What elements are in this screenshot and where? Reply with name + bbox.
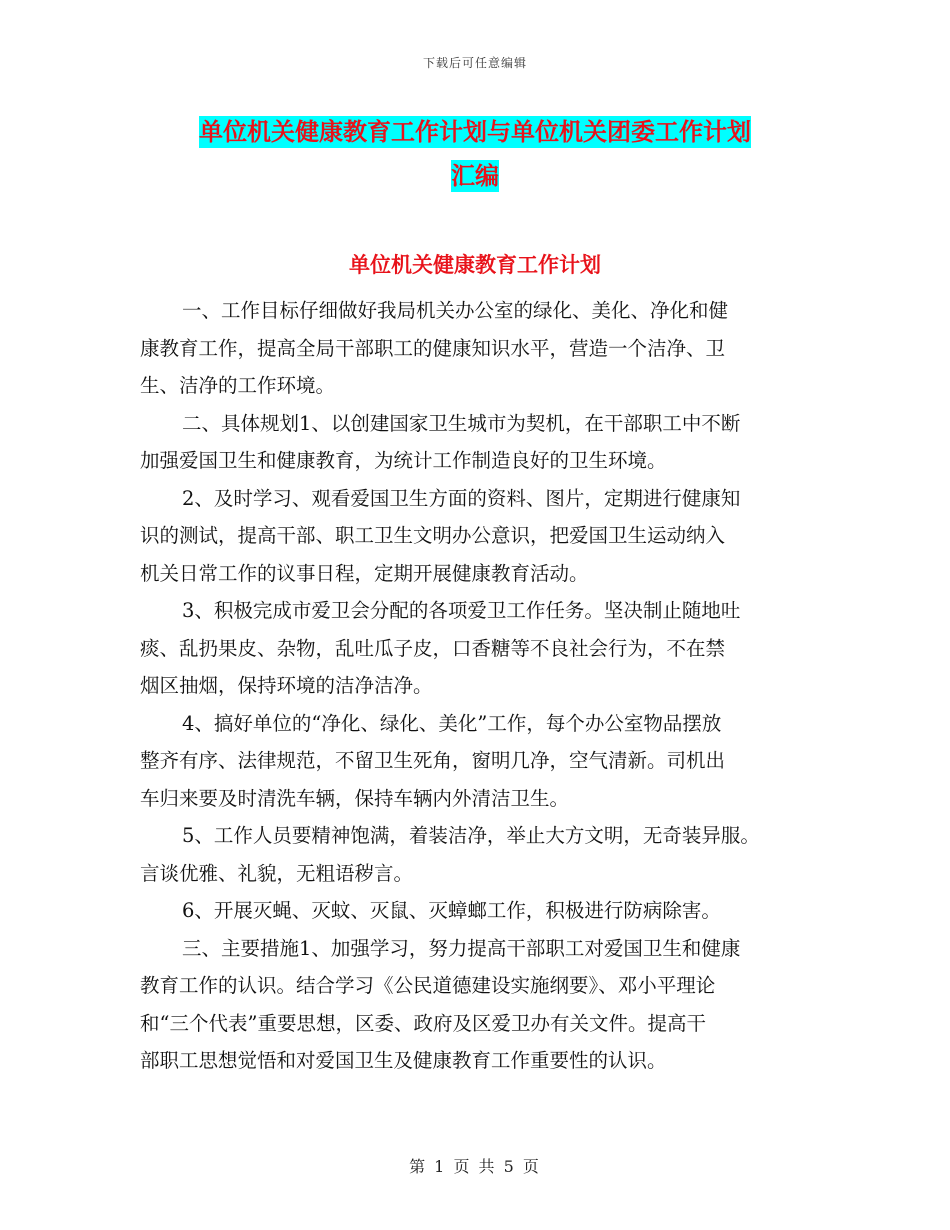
body-line: 6、开展灭蝇、灭蚊、灭鼠、灭蟑螂工作，积极进行防病除害。 (182, 899, 721, 922)
body-line: 教育工作的认识。结合学习《公民道德建设实施纲要》、邓小平理论 (140, 974, 716, 997)
body-line: 2、及时学习、观看爱国卫生方面的资料、图片，定期进行健康知 (182, 486, 741, 510)
body-line: 机关日常工作的议事日程，定期开展健康教育活动。 (140, 561, 589, 585)
body-line: 一、工作目标仔细做好我局机关办公室的绿化、美化、净化和健 (182, 299, 729, 322)
body-line: 康教育工作，提高全局干部职工的健康知识水平，营造一个洁净、卫 (140, 336, 726, 360)
body-line: 烟区抽烟，保持环境的洁净洁净。 (140, 674, 433, 697)
body-line: 5、工作人员要精神饱满，着装洁净，举止大方文明，无奇装异服。 (182, 824, 760, 847)
document-title-line1: 单位机关健康教育工作计划与单位机关团委工作计划 (199, 118, 751, 146)
body-line: 二、具体规划1、以创建国家卫生城市为契机，在干部职工中不断 (182, 411, 741, 435)
document-body (140, 292, 820, 1080)
body-line: 3、积极完成市爱卫会分配的各项爱卫工作任务。坚决制止随地吐 (182, 599, 741, 622)
header-note: 下载后可任意编辑 (422, 56, 527, 70)
page-footer: 第 1 页 共 5 页 (409, 1157, 541, 1176)
body-line: 车归来要及时清洗车辆，保持车辆内外清洁卫生。 (140, 786, 570, 810)
body-line: 整齐有序、法律规范，不留卫生死角，窗明几净，空气清新。司机出 (140, 749, 726, 772)
body-line: 痰、乱扔果皮、杂物，乱吐瓜子皮，口香糖等不良社会行为，不在禁 (140, 636, 726, 660)
body-line: 生、洁净的工作环境。 (140, 374, 336, 397)
document-title (0, 110, 950, 198)
body-line: 三、主要措施1、加强学习，努力提高干部职工对爱国卫生和健康 (182, 936, 741, 960)
body-line: 言谈优雅、礼貌，无粗语秽言。 (140, 861, 414, 885)
body-line: 部职工思想觉悟和对爱国卫生及健康教育工作重要性的认识。 (140, 1049, 667, 1072)
section-title: 单位机关健康教育工作计划 (349, 253, 601, 277)
body-line: 4、搞好单位的“净化、绿化、美化”工作，每个办公室物品摆放 (182, 711, 722, 735)
body-line: 和“三个代表”重要思想，区委、政府及区爱卫办有关文件。提高干 (140, 1011, 706, 1035)
document-title-line2: 汇编 (451, 162, 499, 190)
body-line: 识的测试，提高干部、职工卫生文明办公意识，把爱国卫生运动纳入 (140, 524, 726, 547)
body-line: 加强爱国卫生和健康教育，为统计工作制造良好的卫生环境。 (140, 449, 667, 472)
